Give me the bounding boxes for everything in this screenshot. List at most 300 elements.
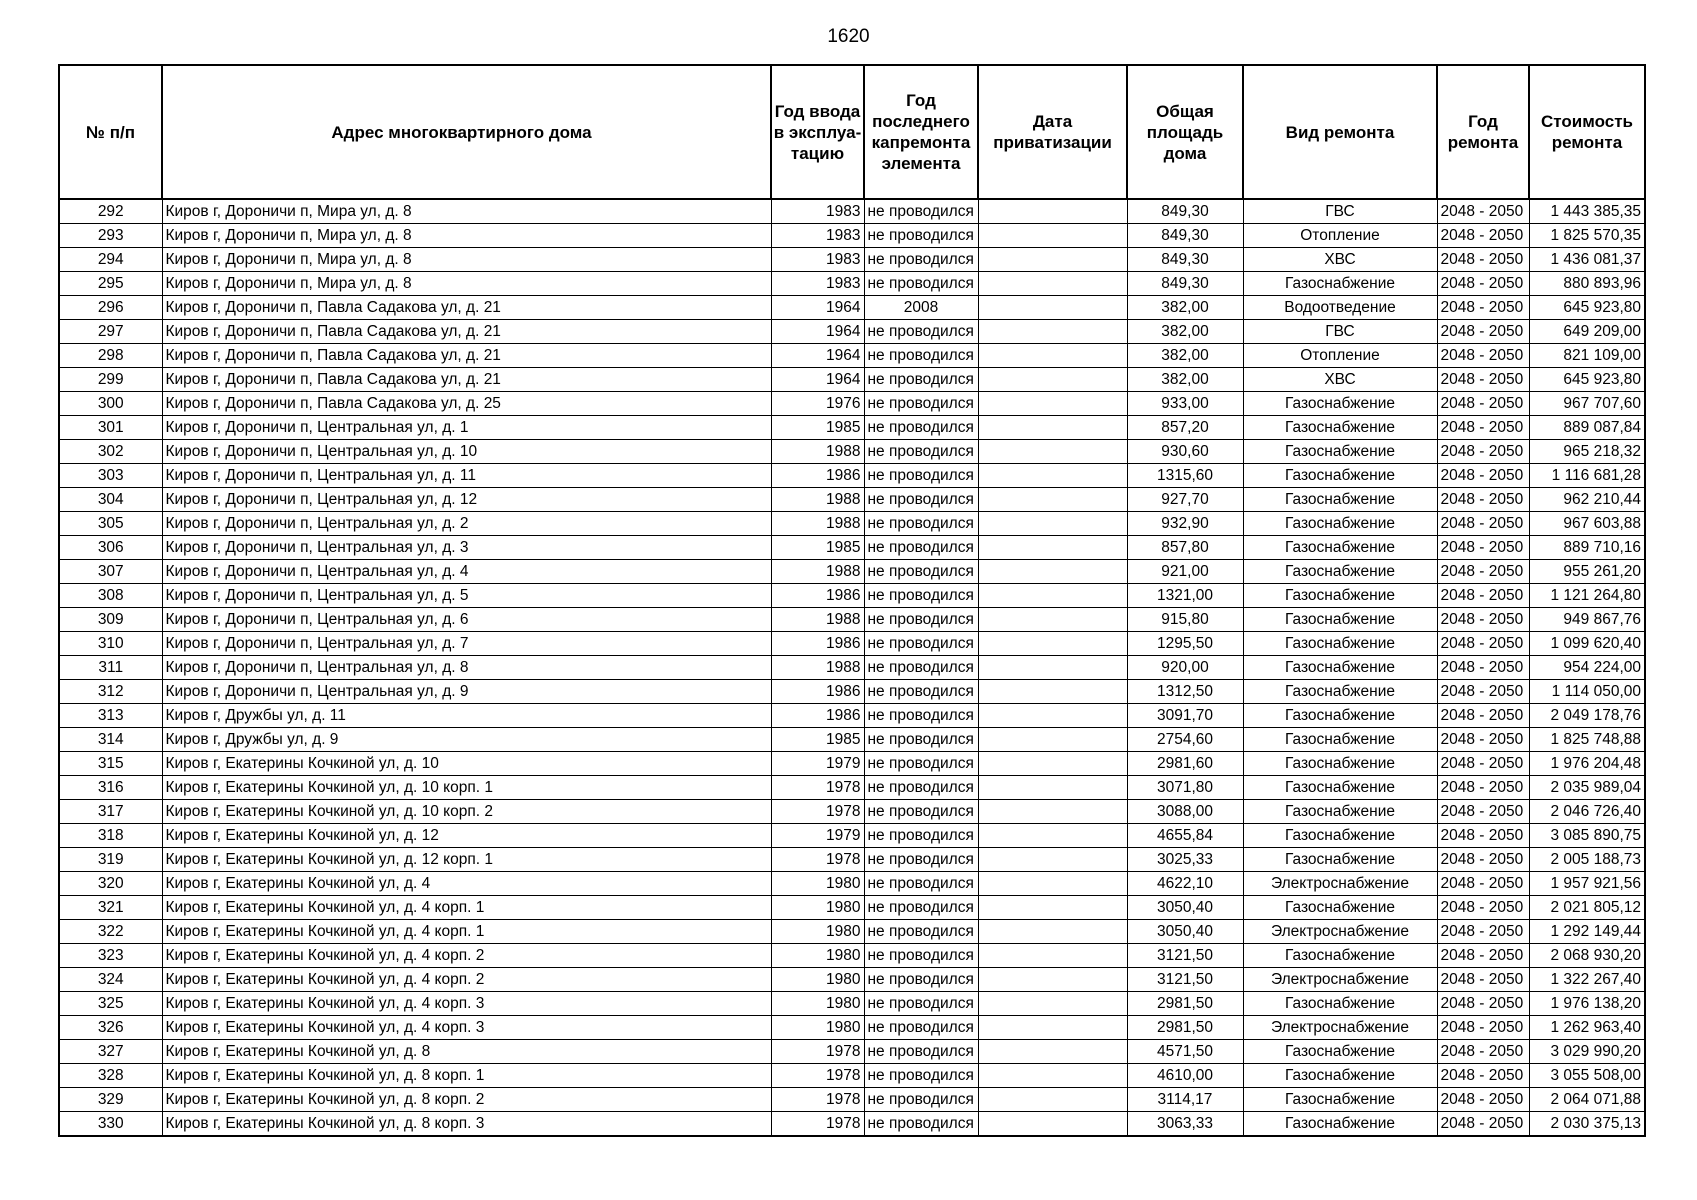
row-privatization	[978, 872, 1127, 896]
row-address: Киров г, Екатерины Кочкиной ул, д. 4 корп. 2	[162, 968, 771, 992]
row-privatization	[978, 896, 1127, 920]
row-num: 298	[59, 344, 162, 368]
row-repair-type: Газоснабжение	[1243, 992, 1437, 1016]
row-repair-year: 2048 - 2050	[1437, 1088, 1529, 1112]
row-address: Киров г, Екатерины Кочкиной ул, д. 4 корп. 1	[162, 896, 771, 920]
row-cost: 2 021 805,12	[1529, 896, 1645, 920]
row-repair-year: 2048 - 2050	[1437, 680, 1529, 704]
row-repair-year: 2048 - 2050	[1437, 584, 1529, 608]
row-num: 327	[59, 1040, 162, 1064]
row-area: 933,00	[1127, 392, 1243, 416]
row-repair-type: Электроснабжение	[1243, 872, 1437, 896]
table-row	[59, 272, 1645, 296]
row-area: 4571,50	[1127, 1040, 1243, 1064]
row-cost: 2 046 726,40	[1529, 800, 1645, 824]
row-cost: 649 209,00	[1529, 320, 1645, 344]
row-area: 849,30	[1127, 199, 1243, 224]
row-year-built: 1978	[771, 848, 864, 872]
row-repair-type: Газоснабжение	[1243, 1064, 1437, 1088]
row-year-built: 1980	[771, 896, 864, 920]
table-row	[59, 584, 1645, 608]
table-row	[59, 632, 1645, 656]
row-num: 296	[59, 296, 162, 320]
row-repair-year: 2048 - 2050	[1437, 968, 1529, 992]
row-num: 321	[59, 896, 162, 920]
row-repair-year: 2048 - 2050	[1437, 608, 1529, 632]
row-privatization	[978, 296, 1127, 320]
row-last-repair: не проводился	[864, 440, 978, 464]
row-last-repair: не проводился	[864, 199, 978, 224]
row-cost: 821 109,00	[1529, 344, 1645, 368]
header-repair-year: Год ремонта	[1437, 65, 1529, 199]
row-year-built: 1978	[771, 1088, 864, 1112]
row-repair-type: Газоснабжение	[1243, 1088, 1437, 1112]
row-privatization	[978, 680, 1127, 704]
row-privatization	[978, 728, 1127, 752]
row-num: 316	[59, 776, 162, 800]
row-year-built: 1978	[771, 1064, 864, 1088]
row-cost: 3 029 990,20	[1529, 1040, 1645, 1064]
row-num: 306	[59, 536, 162, 560]
row-num: 317	[59, 800, 162, 824]
row-num: 302	[59, 440, 162, 464]
row-year-built: 1983	[771, 272, 864, 296]
row-cost: 1 825 748,88	[1529, 728, 1645, 752]
row-address: Киров г, Екатерины Кочкиной ул, д. 10	[162, 752, 771, 776]
row-area: 927,70	[1127, 488, 1243, 512]
row-privatization	[978, 560, 1127, 584]
row-repair-type: Газоснабжение	[1243, 512, 1437, 536]
row-repair-year: 2048 - 2050	[1437, 320, 1529, 344]
row-address: Киров г, Дороничи п, Центральная ул, д. 12	[162, 488, 771, 512]
table-row	[59, 199, 1645, 224]
table-row	[59, 704, 1645, 728]
header-last-repair: Год последнего капремонта элемента	[864, 65, 978, 199]
row-area: 3050,40	[1127, 896, 1243, 920]
row-year-built: 1964	[771, 344, 864, 368]
row-num: 326	[59, 1016, 162, 1040]
row-year-built: 1988	[771, 656, 864, 680]
row-cost: 645 923,80	[1529, 368, 1645, 392]
row-num: 300	[59, 392, 162, 416]
row-last-repair: 2008	[864, 296, 978, 320]
row-num: 299	[59, 368, 162, 392]
table-row	[59, 896, 1645, 920]
row-privatization	[978, 320, 1127, 344]
row-area: 3121,50	[1127, 968, 1243, 992]
row-privatization	[978, 392, 1127, 416]
row-year-built: 1978	[771, 800, 864, 824]
row-repair-year: 2048 - 2050	[1437, 752, 1529, 776]
row-last-repair: не проводился	[864, 248, 978, 272]
row-repair-year: 2048 - 2050	[1437, 728, 1529, 752]
table-row	[59, 680, 1645, 704]
row-year-built: 1986	[771, 584, 864, 608]
row-area: 920,00	[1127, 656, 1243, 680]
row-cost: 2 068 930,20	[1529, 944, 1645, 968]
row-privatization	[978, 199, 1127, 224]
row-num: 292	[59, 199, 162, 224]
row-last-repair: не проводился	[864, 416, 978, 440]
row-repair-type: Газоснабжение	[1243, 440, 1437, 464]
page-number: 1620	[827, 26, 870, 47]
row-last-repair: не проводился	[864, 512, 978, 536]
table-row	[59, 800, 1645, 824]
row-repair-type: Электроснабжение	[1243, 920, 1437, 944]
table-row	[59, 968, 1645, 992]
row-address: Киров г, Дороничи п, Мира ул, д. 8	[162, 199, 771, 224]
row-cost: 889 710,16	[1529, 536, 1645, 560]
row-last-repair: не проводился	[864, 608, 978, 632]
row-privatization	[978, 824, 1127, 848]
row-num: 322	[59, 920, 162, 944]
row-num: 301	[59, 416, 162, 440]
row-repair-year: 2048 - 2050	[1437, 440, 1529, 464]
row-area: 915,80	[1127, 608, 1243, 632]
row-cost: 1 976 138,20	[1529, 992, 1645, 1016]
row-privatization	[978, 512, 1127, 536]
row-cost: 2 005 188,73	[1529, 848, 1645, 872]
row-address: Киров г, Дороничи п, Павла Садакова ул, д. 21	[162, 368, 771, 392]
row-last-repair: не проводился	[864, 536, 978, 560]
row-address: Киров г, Екатерины Кочкиной ул, д. 10 корп. 1	[162, 776, 771, 800]
row-year-built: 1980	[771, 920, 864, 944]
row-privatization	[978, 632, 1127, 656]
row-address: Киров г, Дороничи п, Мира ул, д. 8	[162, 272, 771, 296]
row-cost: 1 116 681,28	[1529, 464, 1645, 488]
row-year-built: 1980	[771, 872, 864, 896]
row-year-built: 1978	[771, 1040, 864, 1064]
row-year-built: 1985	[771, 728, 864, 752]
row-privatization	[978, 848, 1127, 872]
row-year-built: 1978	[771, 1112, 864, 1137]
table-row	[59, 1088, 1645, 1112]
row-num: 297	[59, 320, 162, 344]
row-num: 311	[59, 656, 162, 680]
row-area: 3025,33	[1127, 848, 1243, 872]
table-row	[59, 1040, 1645, 1064]
row-privatization	[978, 968, 1127, 992]
row-repair-year: 2048 - 2050	[1437, 1016, 1529, 1040]
row-area: 4622,10	[1127, 872, 1243, 896]
row-cost: 889 087,84	[1529, 416, 1645, 440]
row-privatization	[978, 488, 1127, 512]
row-last-repair: не проводился	[864, 1088, 978, 1112]
row-area: 382,00	[1127, 296, 1243, 320]
row-last-repair: не проводился	[864, 872, 978, 896]
row-last-repair: не проводился	[864, 488, 978, 512]
header-year-built: Год ввода в эксплуа-тацию	[771, 65, 864, 199]
row-privatization	[978, 776, 1127, 800]
row-address: Киров г, Дороничи п, Центральная ул, д. 4	[162, 560, 771, 584]
row-last-repair: не проводился	[864, 1040, 978, 1064]
row-year-built: 1979	[771, 752, 864, 776]
row-repair-year: 2048 - 2050	[1437, 872, 1529, 896]
row-year-built: 1979	[771, 824, 864, 848]
table-row	[59, 224, 1645, 248]
row-area: 4655,84	[1127, 824, 1243, 848]
row-last-repair: не проводился	[864, 896, 978, 920]
row-privatization	[978, 704, 1127, 728]
row-repair-type: Газоснабжение	[1243, 728, 1437, 752]
row-privatization	[978, 248, 1127, 272]
row-address: Киров г, Дороничи п, Центральная ул, д. 7	[162, 632, 771, 656]
table-row	[59, 848, 1645, 872]
row-address: Киров г, Екатерины Кочкиной ул, д. 8 корп. 3	[162, 1112, 771, 1137]
row-area: 2981,50	[1127, 992, 1243, 1016]
row-last-repair: не проводился	[864, 752, 978, 776]
header-address: Адрес многоквартирного дома	[162, 65, 771, 199]
row-year-built: 1983	[771, 248, 864, 272]
row-num: 314	[59, 728, 162, 752]
row-num: 309	[59, 608, 162, 632]
row-num: 320	[59, 872, 162, 896]
table-row	[59, 560, 1645, 584]
row-repair-year: 2048 - 2050	[1437, 248, 1529, 272]
row-cost: 965 218,32	[1529, 440, 1645, 464]
row-repair-year: 2048 - 2050	[1437, 992, 1529, 1016]
row-privatization	[978, 416, 1127, 440]
row-repair-type: Газоснабжение	[1243, 896, 1437, 920]
row-cost: 2 030 375,13	[1529, 1112, 1645, 1137]
row-num: 304	[59, 488, 162, 512]
table-row	[59, 344, 1645, 368]
row-repair-year: 2048 - 2050	[1437, 464, 1529, 488]
row-year-built: 1986	[771, 464, 864, 488]
row-address: Киров г, Екатерины Кочкиной ул, д. 4 корп. 3	[162, 1016, 771, 1040]
row-address: Киров г, Дороничи п, Мира ул, д. 8	[162, 224, 771, 248]
table-row	[59, 296, 1645, 320]
table-row	[59, 368, 1645, 392]
row-area: 849,30	[1127, 272, 1243, 296]
row-last-repair: не проводился	[864, 944, 978, 968]
row-cost: 1 957 921,56	[1529, 872, 1645, 896]
row-repair-year: 2048 - 2050	[1437, 944, 1529, 968]
table-row	[59, 512, 1645, 536]
row-repair-type: Газоснабжение	[1243, 944, 1437, 968]
row-area: 3063,33	[1127, 1112, 1243, 1137]
row-repair-year: 2048 - 2050	[1437, 1064, 1529, 1088]
row-cost: 3 085 890,75	[1529, 824, 1645, 848]
row-num: 312	[59, 680, 162, 704]
row-last-repair: не проводился	[864, 632, 978, 656]
row-last-repair: не проводился	[864, 680, 978, 704]
row-num: 319	[59, 848, 162, 872]
row-last-repair: не проводился	[864, 656, 978, 680]
row-year-built: 1988	[771, 560, 864, 584]
row-num: 318	[59, 824, 162, 848]
table-row	[59, 536, 1645, 560]
row-area: 1315,60	[1127, 464, 1243, 488]
row-cost: 1 121 264,80	[1529, 584, 1645, 608]
row-area: 857,80	[1127, 536, 1243, 560]
row-cost: 949 867,76	[1529, 608, 1645, 632]
row-last-repair: не проводился	[864, 992, 978, 1016]
row-repair-year: 2048 - 2050	[1437, 512, 1529, 536]
row-cost: 954 224,00	[1529, 656, 1645, 680]
row-last-repair: не проводился	[864, 704, 978, 728]
row-last-repair: не проводился	[864, 1064, 978, 1088]
row-last-repair: не проводился	[864, 272, 978, 296]
row-area: 3088,00	[1127, 800, 1243, 824]
row-repair-year: 2048 - 2050	[1437, 632, 1529, 656]
row-area: 3121,50	[1127, 944, 1243, 968]
row-num: 293	[59, 224, 162, 248]
row-num: 329	[59, 1088, 162, 1112]
row-repair-type: Водоотведение	[1243, 296, 1437, 320]
row-cost: 1 825 570,35	[1529, 224, 1645, 248]
row-address: Киров г, Екатерины Кочкиной ул, д. 4	[162, 872, 771, 896]
row-year-built: 1988	[771, 488, 864, 512]
table-row	[59, 752, 1645, 776]
row-address: Киров г, Дороничи п, Павла Садакова ул, д. 21	[162, 320, 771, 344]
row-repair-type: Газоснабжение	[1243, 392, 1437, 416]
table-row	[59, 1016, 1645, 1040]
row-last-repair: не проводился	[864, 968, 978, 992]
row-num: 294	[59, 248, 162, 272]
row-privatization	[978, 224, 1127, 248]
row-year-built: 1964	[771, 320, 864, 344]
row-cost: 1 099 620,40	[1529, 632, 1645, 656]
row-num: 324	[59, 968, 162, 992]
row-repair-year: 2048 - 2050	[1437, 1040, 1529, 1064]
header-num: № п/п	[59, 65, 162, 199]
table-row	[59, 416, 1645, 440]
row-repair-type: Газоснабжение	[1243, 416, 1437, 440]
row-privatization	[978, 464, 1127, 488]
row-area: 1295,50	[1127, 632, 1243, 656]
row-privatization	[978, 1016, 1127, 1040]
row-cost: 1 976 204,48	[1529, 752, 1645, 776]
row-last-repair: не проводился	[864, 800, 978, 824]
header-repair-type: Вид ремонта	[1243, 65, 1437, 199]
row-area: 382,00	[1127, 344, 1243, 368]
row-last-repair: не проводился	[864, 344, 978, 368]
row-privatization	[978, 656, 1127, 680]
row-last-repair: не проводился	[864, 920, 978, 944]
row-repair-year: 2048 - 2050	[1437, 896, 1529, 920]
row-year-built: 1988	[771, 608, 864, 632]
row-cost: 955 261,20	[1529, 560, 1645, 584]
table-row	[59, 440, 1645, 464]
row-repair-year: 2048 - 2050	[1437, 704, 1529, 728]
row-cost: 2 049 178,76	[1529, 704, 1645, 728]
row-area: 857,20	[1127, 416, 1243, 440]
row-repair-type: Отопление	[1243, 344, 1437, 368]
row-repair-type: ГВС	[1243, 320, 1437, 344]
row-year-built: 1964	[771, 368, 864, 392]
row-address: Киров г, Екатерины Кочкиной ул, д. 4 корп. 1	[162, 920, 771, 944]
row-address: Киров г, Дороничи п, Павла Садакова ул, д. 21	[162, 296, 771, 320]
row-repair-year: 2048 - 2050	[1437, 368, 1529, 392]
row-year-built: 1980	[771, 968, 864, 992]
row-repair-type: Отопление	[1243, 224, 1437, 248]
row-address: Киров г, Екатерины Кочкиной ул, д. 10 корп. 2	[162, 800, 771, 824]
row-repair-year: 2048 - 2050	[1437, 1112, 1529, 1137]
row-address: Киров г, Екатерины Кочкиной ул, д. 12 корп. 1	[162, 848, 771, 872]
row-repair-type: Газоснабжение	[1243, 824, 1437, 848]
row-year-built: 1976	[771, 392, 864, 416]
row-address: Киров г, Дороничи п, Павла Садакова ул, д. 21	[162, 344, 771, 368]
row-year-built: 1983	[771, 224, 864, 248]
table-row	[59, 464, 1645, 488]
row-cost: 967 603,88	[1529, 512, 1645, 536]
row-repair-type: Газоснабжение	[1243, 776, 1437, 800]
row-cost: 1 322 267,40	[1529, 968, 1645, 992]
row-cost: 1 114 050,00	[1529, 680, 1645, 704]
row-repair-type: Газоснабжение	[1243, 1040, 1437, 1064]
row-area: 932,90	[1127, 512, 1243, 536]
row-privatization	[978, 368, 1127, 392]
table-row	[59, 920, 1645, 944]
row-year-built: 1980	[771, 1016, 864, 1040]
table-row	[59, 656, 1645, 680]
table-body	[59, 199, 1645, 1136]
row-repair-type: ГВС	[1243, 199, 1437, 224]
row-last-repair: не проводился	[864, 368, 978, 392]
row-last-repair: не проводился	[864, 824, 978, 848]
row-repair-year: 2048 - 2050	[1437, 824, 1529, 848]
row-year-built: 1985	[771, 416, 864, 440]
row-repair-type: Газоснабжение	[1243, 584, 1437, 608]
row-cost: 645 923,80	[1529, 296, 1645, 320]
row-address: Киров г, Екатерины Кочкиной ул, д. 8 корп. 1	[162, 1064, 771, 1088]
table-row	[59, 608, 1645, 632]
row-year-built: 1986	[771, 680, 864, 704]
table-row	[59, 728, 1645, 752]
row-address: Киров г, Дороничи п, Мира ул, д. 8	[162, 248, 771, 272]
row-area: 3050,40	[1127, 920, 1243, 944]
row-last-repair: не проводился	[864, 392, 978, 416]
row-address: Киров г, Екатерины Кочкиной ул, д. 8	[162, 1040, 771, 1064]
row-area: 1321,00	[1127, 584, 1243, 608]
row-area: 921,00	[1127, 560, 1243, 584]
row-address: Киров г, Екатерины Кочкиной ул, д. 8 корп. 2	[162, 1088, 771, 1112]
row-repair-year: 2048 - 2050	[1437, 488, 1529, 512]
row-address: Киров г, Екатерины Кочкиной ул, д. 4 корп. 2	[162, 944, 771, 968]
row-repair-year: 2048 - 2050	[1437, 560, 1529, 584]
row-repair-type: Газоснабжение	[1243, 488, 1437, 512]
table-row	[59, 488, 1645, 512]
row-repair-year: 2048 - 2050	[1437, 272, 1529, 296]
row-cost: 2 035 989,04	[1529, 776, 1645, 800]
row-num: 313	[59, 704, 162, 728]
row-repair-year: 2048 - 2050	[1437, 199, 1529, 224]
row-num: 295	[59, 272, 162, 296]
row-privatization	[978, 1088, 1127, 1112]
row-area: 382,00	[1127, 368, 1243, 392]
table-row	[59, 320, 1645, 344]
row-address: Киров г, Дружбы ул, д. 11	[162, 704, 771, 728]
row-num: 330	[59, 1112, 162, 1137]
row-address: Киров г, Дороничи п, Центральная ул, д. 3	[162, 536, 771, 560]
row-repair-year: 2048 - 2050	[1437, 344, 1529, 368]
row-area: 3071,80	[1127, 776, 1243, 800]
row-year-built: 1964	[771, 296, 864, 320]
row-num: 315	[59, 752, 162, 776]
row-repair-type: Газоснабжение	[1243, 536, 1437, 560]
row-last-repair: не проводился	[864, 464, 978, 488]
row-address: Киров г, Дороничи п, Центральная ул, д. 9	[162, 680, 771, 704]
row-cost: 1 443 385,35	[1529, 199, 1645, 224]
row-privatization	[978, 944, 1127, 968]
row-last-repair: не проводился	[864, 584, 978, 608]
row-privatization	[978, 1112, 1127, 1137]
row-cost: 1 262 963,40	[1529, 1016, 1645, 1040]
table-row	[59, 776, 1645, 800]
row-repair-type: Газоснабжение	[1243, 560, 1437, 584]
repair-schedule-table	[58, 64, 1646, 1137]
